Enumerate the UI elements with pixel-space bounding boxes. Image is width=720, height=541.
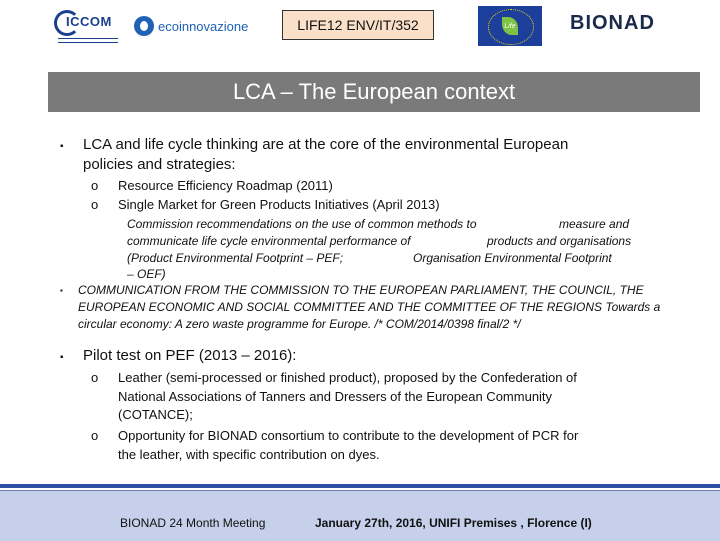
- bionad-logo: [570, 12, 655, 35]
- sub-bullet-2-icon: o: [91, 197, 99, 212]
- section1-sub1: Resource Efficiency Roadmap (2011): [118, 178, 333, 193]
- ecoinnovazione-mark-icon: [134, 16, 154, 36]
- iccom-logo-text: ICCOM: [66, 14, 112, 29]
- section3-sub2-line1: Opportunity for BIONAD consortium to contribute to the development of PCR for: [118, 428, 579, 443]
- section3-sub2-line2: the leather, with specific contribution on dyes.: [118, 447, 380, 462]
- section3-sub1-line3: (COTANCE);: [118, 407, 193, 422]
- sub-bullet-3-icon: o: [91, 370, 99, 385]
- iccom-logo: [50, 8, 122, 44]
- footer-meeting: BIONAD 24 Month Meeting: [120, 516, 266, 530]
- life-logo: [478, 6, 542, 46]
- eu-stars-icon: [488, 9, 534, 45]
- italic-line-3b: Organisation Environmental Footprint: [413, 251, 612, 265]
- sub-bullet-4-icon: o: [91, 428, 99, 443]
- title-bar: [48, 72, 700, 112]
- section1-line2: policies and strategies:: [83, 156, 236, 173]
- section2-line2: EUROPEAN ECONOMIC AND SOCIAL COMMITTEE AND THE COMMITTEE OF THE REGIONS Towards a: [78, 300, 661, 314]
- section1-line1: LCA and life cycle thinking are at the core of the environmental European: [83, 136, 569, 153]
- ecoinnovazione-logo-text: ecoinnovazione: [158, 18, 249, 34]
- bionad-logo-text: BIONAD: [570, 12, 655, 34]
- section3-sub1-line1: Leather (semi-processed or finished product), proposed by the Confederation of: [118, 370, 577, 385]
- project-code: LIFE12 ENV/IT/352: [297, 17, 419, 33]
- italic-line-4: – OEF): [127, 267, 166, 281]
- section3-sub1-line2: National Associations of Tanners and Dressers of the European Community: [118, 389, 553, 404]
- ecoinnovazione-logo: [134, 14, 248, 38]
- bullet-2-icon: ▪: [60, 286, 63, 295]
- sub-bullet-1-icon: o: [91, 178, 99, 193]
- section2-line3: circular economy: A zero waste programme for Europe. /* COM/2014/0398 final/2 */: [78, 317, 521, 331]
- life-logo-text: Life: [504, 22, 516, 30]
- footer-accent-line: [0, 484, 720, 488]
- footer-date-place: January 27th, 2016, UNIFI Premises , Florence (I): [315, 516, 592, 530]
- section1-sub2: Single Market for Green Products Initiatives (April 2013): [118, 197, 440, 212]
- italic-line-1a: Commission recommendations on the use of common methods to: [127, 217, 477, 231]
- slide-title: LCA – The European context: [232, 79, 516, 104]
- italic-line-1b: measure and: [559, 217, 630, 231]
- italic-line-2a: communicate life cycle environmental performance of: [127, 234, 411, 248]
- iccom-underline: [58, 38, 118, 43]
- section3-main: Pilot test on PEF (2013 – 2016):: [83, 347, 297, 364]
- section2-line1: COMMUNICATION FROM THE COMMISSION TO THE EUROPEAN PARLIAMENT, THE COUNCIL, THE: [78, 283, 644, 297]
- bullet-1-icon: ▪: [60, 141, 64, 152]
- italic-line-3a: (Product Environmental Footprint – PEF;: [127, 251, 344, 265]
- project-code-box: [282, 10, 434, 40]
- bullet-3-icon: ▪: [60, 352, 64, 363]
- italic-line-2b: products and organisations: [487, 234, 632, 248]
